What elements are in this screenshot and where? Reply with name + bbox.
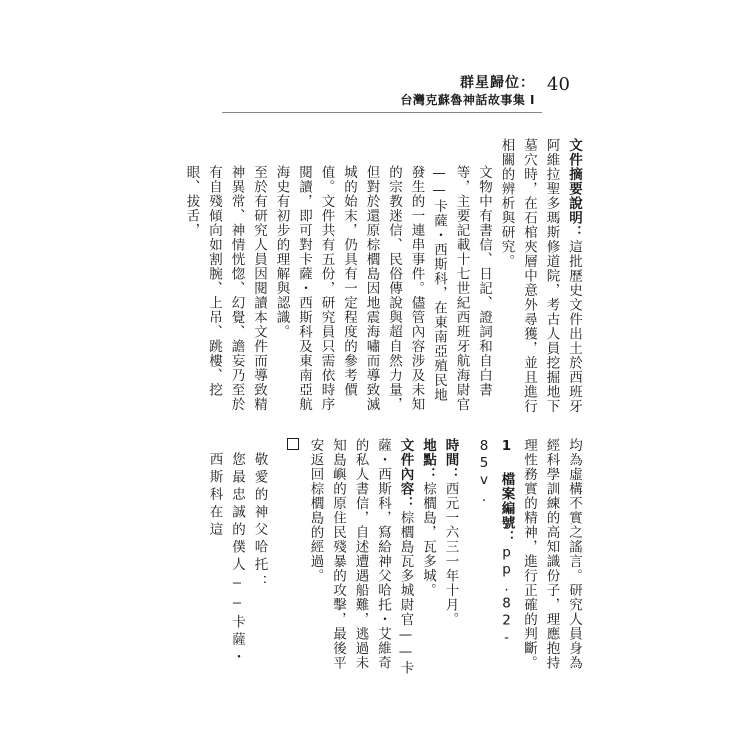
record-id-line — [473, 438, 518, 678]
header-divider — [222, 112, 542, 113]
place-label: 地點： — [420, 438, 436, 482]
time-line — [439, 438, 462, 678]
bottom-text-block — [200, 438, 585, 678]
place-value: 棕櫚島，瓦多城。 — [420, 481, 436, 598]
continuation-paragraph: 均為虛構不實之謠言。研究人員身為經科學訓練的高知識份子，理應抱持理性務實的精神，進行正確的判斷。 — [521, 438, 582, 670]
record-id-value: pp.82-85v. — [476, 438, 515, 647]
summary-paragraph — [495, 138, 585, 416]
summary-label: 文件摘要說明： — [566, 138, 582, 240]
content-label: 文件內容： — [397, 438, 414, 511]
book-title: 群星歸位： — [460, 75, 535, 91]
letter-salutation: 敬愛的神父哈托： — [251, 451, 268, 592]
running-header — [400, 74, 535, 108]
place-line — [417, 438, 440, 678]
body-paragraph-2: 文物中有書信、日記、證詞和自白書等，主要記載十七世紀西班牙航海尉官——卡薩・西斯科，在東南亞殖民地發生的一連串事件。儘管內容涉及未知的宗教迷信、民俗傳說與超自然力量，但對於還原棕櫚島因地震海嘯而導致滅城的始末，仍具有一定程度的參考價值。文件共有五份，研究員只需依時序閱讀，即可對卡薩・西斯科及東南亞航海史有初步的理解與認識。 — [273, 165, 492, 412]
content-line — [304, 438, 417, 678]
letter-signoff: 您最忠誠的僕人——卡薩・西斯科在這 — [206, 451, 245, 667]
content-value: 棕櫚島瓦多城尉官——卡薩・西斯科，寫給神父哈托・艾維奇的私人書信，自述遭遇船難，逃過未知島嶼的原住民殘暴的攻擊，最後平安返回棕櫚島的經過。 — [307, 438, 414, 675]
time-label: 時間： — [442, 438, 459, 482]
body-paragraph-3: 至於有研究人員因閱讀本文件而導致精神異常、神情恍惚、幻覺、譫妄乃至於有自殘傾向如割腕、上吊、跳樓、挖眼、拔舌， — [183, 165, 267, 412]
page-number: 40 — [547, 74, 570, 95]
record-id-label: 1 檔案編號： — [498, 438, 515, 545]
checkbox-icon — [287, 438, 299, 450]
top-text-block — [183, 138, 585, 416]
time-value: 西元一六三一年十月。 — [442, 481, 459, 627]
book-subtitle: 台灣克蘇魯神話故事集 I — [400, 93, 535, 107]
checkbox-line — [282, 438, 305, 678]
summary-text: 這批歷史文件出土於西班牙阿維拉聖多瑪斯修道院，考古人員挖掘地下墓穴時，在石棺夾層中意外尋獲，並且進行相關的辨析與研究。 — [498, 138, 582, 414]
